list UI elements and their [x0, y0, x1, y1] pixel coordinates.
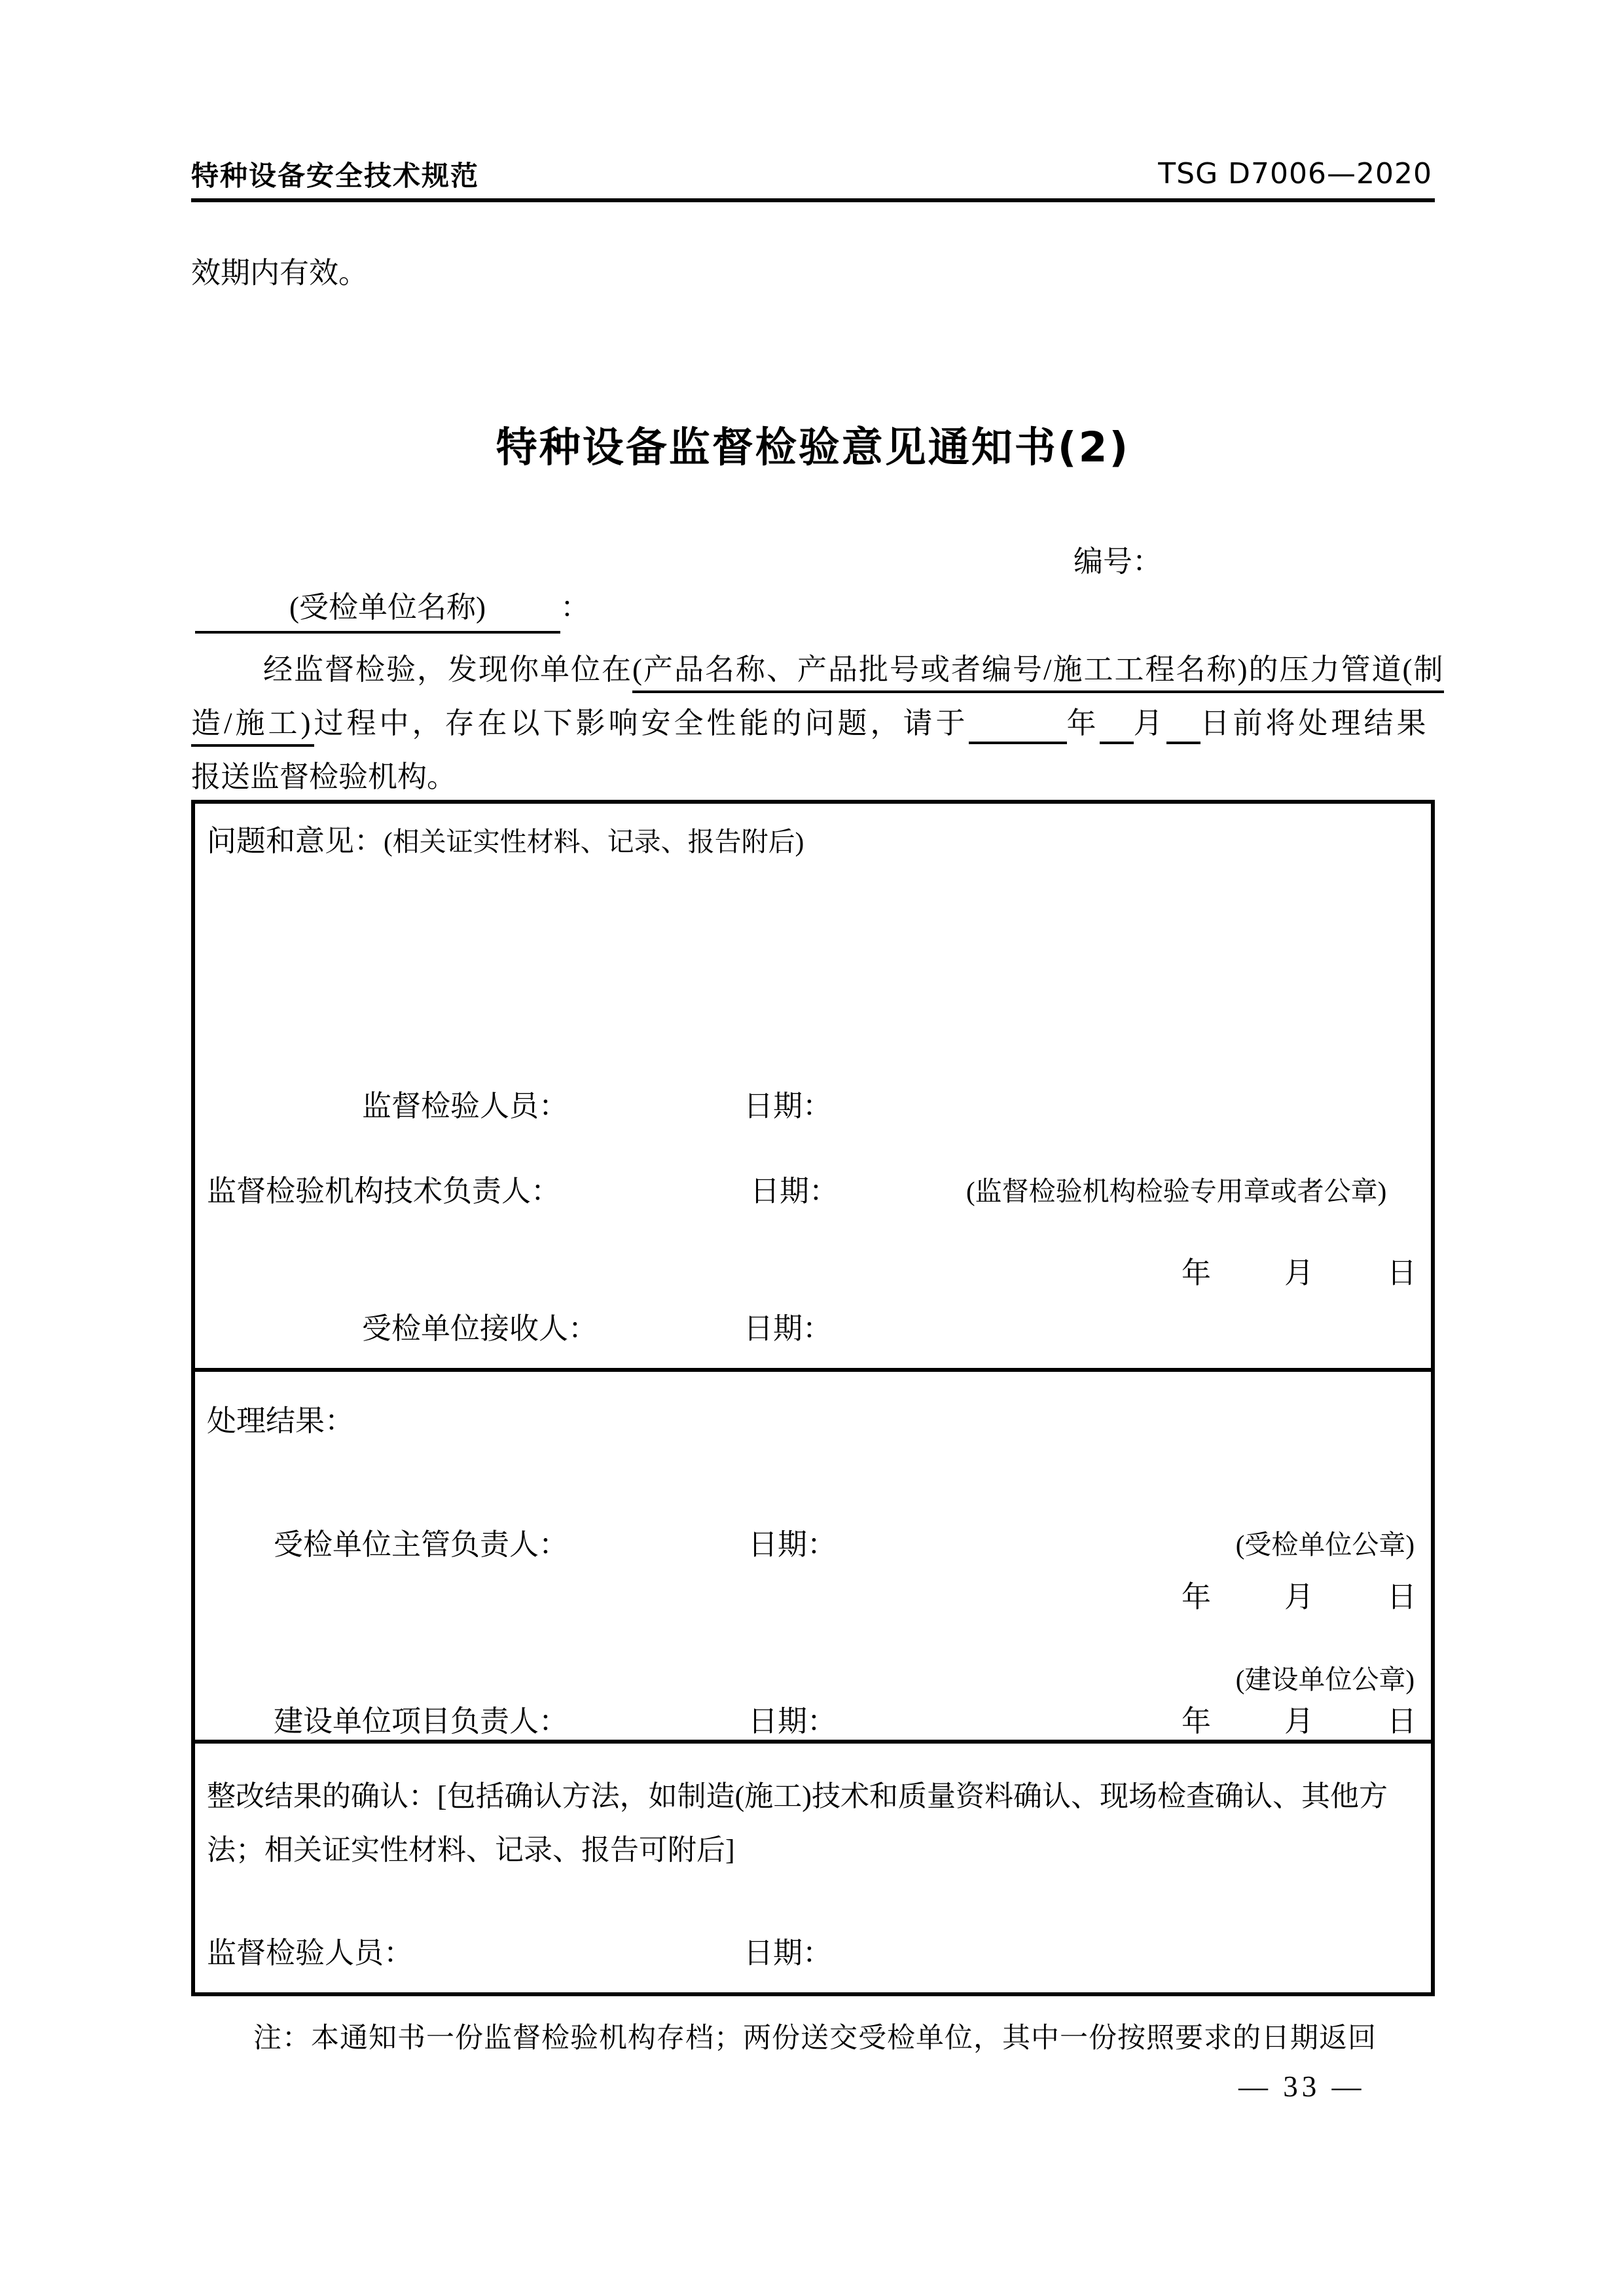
inspector-label: 监督检验人员： [207, 1937, 414, 1969]
page-number: — 33 — [1238, 2070, 1365, 2103]
table-row-problems [195, 804, 1431, 1372]
header-right-code: TSG D7006—2020 [1158, 157, 1432, 190]
year-month-day-line [1182, 1697, 1416, 1740]
recipient-name-blank: (受检单位名称) [195, 583, 560, 634]
table-row-confirmation [195, 1744, 1431, 1992]
date-label: 日期： [744, 1090, 833, 1122]
problems-heading-line [195, 817, 1431, 859]
results-heading: 处理结果： [207, 1405, 355, 1437]
tech-head-label: 监督检验机构技术负责人： [207, 1175, 561, 1208]
year-label: 年 [1181, 1581, 1211, 1613]
receiver-label: 受检单位接收人： [362, 1312, 598, 1345]
tech-head-sign-line [195, 1167, 1431, 1209]
intro-paragraph: 效期内有效。 [191, 257, 369, 289]
problems-heading-label: 问题和意见： [207, 825, 384, 857]
page-content [191, 0, 1445, 2296]
builder-sign-line [195, 1697, 1431, 1739]
date-blank-year [969, 713, 1067, 744]
year-label: 年 [1181, 1257, 1211, 1289]
year-label: 年 [1181, 1705, 1211, 1738]
form-title: 特种设备监督检验意见通知书(2) [496, 423, 1130, 471]
chief-label: 受检单位主管负责人： [274, 1528, 569, 1561]
date-blank-month [1100, 713, 1134, 744]
date-label: 日期： [750, 1175, 839, 1208]
receiver-sign-line [195, 1304, 1431, 1346]
inspection-stamp-note: (监督检验机构检验专用章或者公章) [966, 1176, 1387, 1206]
header-rule [191, 198, 1435, 202]
builder-stamp-note: (建设单位公章) [1235, 1664, 1415, 1695]
para-l2-day-suffix: 日前将处理结果 [1200, 707, 1430, 740]
day-label: 日 [1386, 1257, 1416, 1289]
para-l2-text: 过程中，存在以下影响安全性能的问题，请于 [314, 707, 969, 740]
number-label: 编号： [1074, 545, 1163, 578]
para-l2-underlined: 造/施工) [191, 707, 314, 747]
builder-stamp-line [195, 1658, 1431, 1700]
para-l2-year: 年 [1066, 707, 1100, 740]
date-blank-day [1166, 713, 1200, 744]
results-heading-line [195, 1397, 1431, 1439]
month-label: 月 [1284, 1581, 1314, 1613]
notice-table [191, 800, 1435, 1996]
para-l2-month: 月 [1133, 707, 1166, 740]
recipient-line [195, 583, 590, 634]
recipient-colon: ： [560, 591, 590, 624]
date-label: 日期： [744, 1937, 833, 1969]
month-label: 月 [1284, 1257, 1314, 1289]
para-l1-underlined: (产品名称、产品批号或者编号/施工工程名称)的压力管道(制 [632, 653, 1444, 693]
year-month-day-line [1182, 1249, 1416, 1291]
year-month-day-line [1182, 1573, 1416, 1615]
para-l1-text: 经监督检验，发现你单位在 [263, 653, 633, 686]
unit-stamp-note: (受检单位公章) [1235, 1530, 1415, 1560]
day-label: 日 [1386, 1705, 1416, 1738]
day-label: 日 [1386, 1581, 1416, 1613]
inspector-label: 监督检验人员： [362, 1090, 569, 1122]
header-left-title: 特种设备安全技术规范 [191, 160, 480, 192]
date-label: 日期： [748, 1705, 837, 1738]
problems-heading [207, 817, 804, 859]
problems-heading-note: (相关证实性材料、记录、报告附后) [384, 827, 804, 857]
date-label: 日期： [744, 1312, 833, 1345]
chief-sign-line [195, 1520, 1431, 1562]
date-label: 日期： [748, 1528, 837, 1561]
builder-head-label: 建设单位项目负责人： [274, 1705, 569, 1738]
confirm-inspector-sign-line [195, 1929, 1431, 1971]
confirmation-text: 整改结果的确认：[包括确认方法，如制造(施工)技术和质量资料确认、现场检查确认、其他方法；相关证实性材料、记录、报告可附后] [207, 1780, 1388, 1866]
inspector-sign-line [195, 1082, 1431, 1124]
month-label: 月 [1284, 1705, 1314, 1738]
body-paragraph-line1 [191, 650, 1444, 689]
body-paragraph-line3: 报送监督检验机构。 [191, 761, 457, 793]
body-paragraph-line2 [191, 704, 1430, 744]
table-row-results [195, 1372, 1431, 1744]
footer-note: 注：本通知书一份监督检验机构存档；两份送交受检单位，其中一份按照要求的日期返回 [253, 2023, 1377, 2054]
